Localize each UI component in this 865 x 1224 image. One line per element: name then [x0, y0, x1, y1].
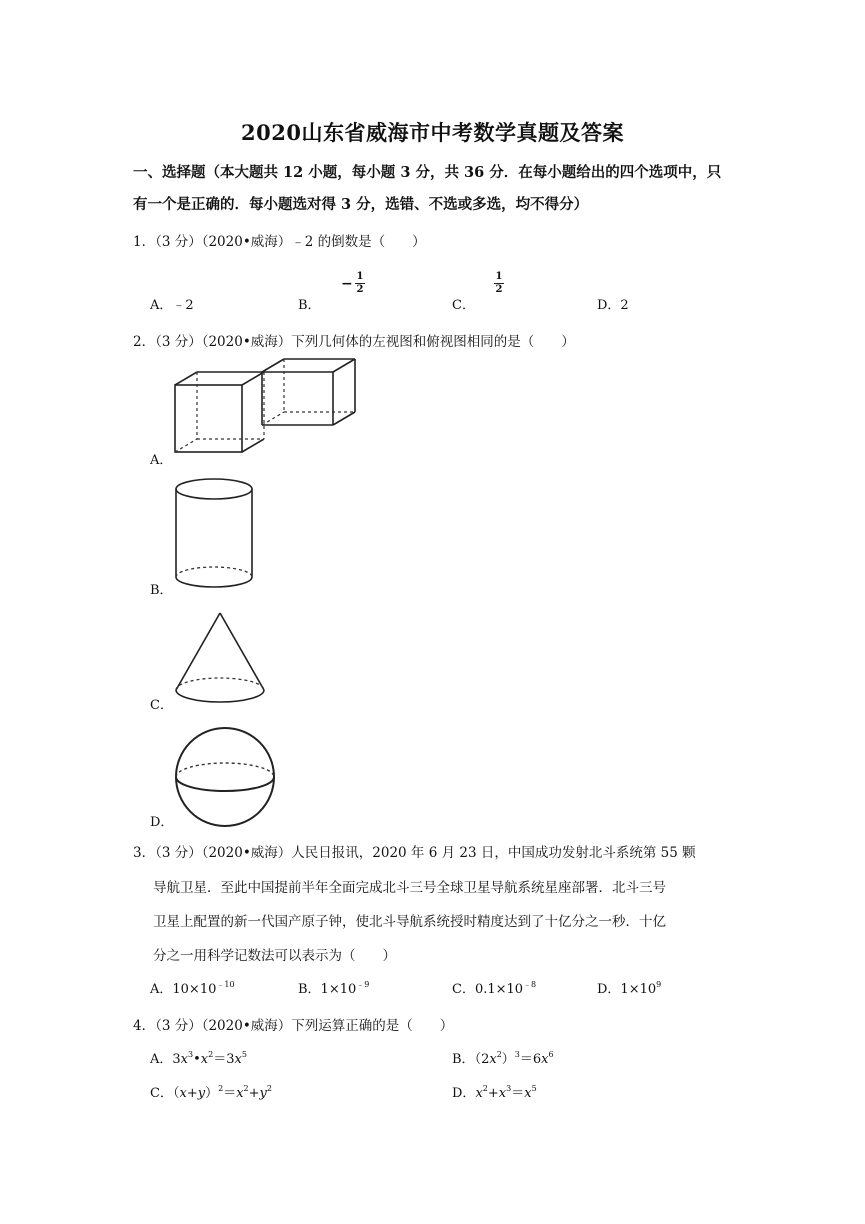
q4-stem: 4．（3 分）（2020•威海）下列运算正确的是（ ） [133, 1018, 454, 1034]
math-text: ＝ [511, 1086, 525, 1101]
math-exponent: 2 [496, 1050, 502, 1059]
math-variable: x [180, 1052, 189, 1067]
section-heading-line-2: 有一个是正确的．每小题选对得 3 分，选错、不选或多选，均不得分） [133, 196, 589, 213]
math-text: （2 [474, 1052, 490, 1067]
q2-option-a-figure-two-cubes [170, 358, 360, 458]
math-exponent: 2 [482, 1084, 488, 1093]
q1-option-c: C． [452, 298, 475, 313]
q3-stem-line-3: 卫星上配置的新一代国产原子钟，使北斗导航系统授时精度达到了十亿分之一秒．十亿 [153, 914, 666, 930]
q3-option-c-exponent: ﹣8 [523, 980, 537, 989]
math-exponent: 3 [506, 1084, 512, 1093]
math-variable: x [236, 1086, 244, 1101]
q4-option-c-label: C． [150, 1086, 173, 1101]
q4-option-c [150, 1082, 272, 1101]
q4-option-a-label: A． [150, 1052, 173, 1067]
q3-option-d-base: D．1×10 [597, 982, 657, 997]
math-text: ） [205, 1086, 219, 1101]
math-variable: x [541, 1052, 549, 1067]
math-text: • [193, 1052, 201, 1067]
q2-stem: 2．（3 分）（2020•威海）下列几何体的左视图和俯视图相同的是（ ） [133, 334, 575, 350]
q4-option-b [452, 1048, 554, 1067]
math-variable: x [234, 1052, 242, 1067]
math-variable: y [197, 1086, 206, 1101]
q2-option-a: A． [150, 453, 173, 468]
q1-option-c-fraction [494, 272, 504, 295]
math-text: ＝6 [519, 1052, 542, 1067]
math-variable: x [179, 1086, 187, 1101]
q1-option-b-minus-sign: − [341, 276, 353, 292]
q1-option-c-numerator: 1 [495, 271, 503, 282]
q4-option-d [452, 1082, 537, 1101]
q1-option-b-denominator: 2 [356, 284, 364, 295]
math-variable: x [200, 1052, 209, 1067]
q1-option-b: B． [298, 298, 321, 313]
q2-option-d: D． [150, 815, 174, 830]
math-text: （ [172, 1086, 180, 1101]
math-text: + [248, 1086, 260, 1101]
math-text: ＝3 [213, 1052, 235, 1067]
q2-option-b-figure-cylinder [172, 476, 256, 590]
q3-stem-line-4: 分之一用科学记数法可以表示为（ ） [153, 948, 396, 964]
math-exponent: 3 [514, 1050, 520, 1059]
q4-option-d-label: D． [452, 1086, 476, 1101]
q3-option-c [452, 978, 536, 997]
q1-option-a: A．﹣2 [150, 298, 194, 313]
math-variable: x [498, 1086, 507, 1101]
q4-option-a [150, 1048, 247, 1067]
math-exponent: 2 [208, 1050, 214, 1059]
q3-option-a [150, 978, 235, 997]
q3-option-c-base: C．0.1×10 [452, 982, 524, 997]
q3-option-a-exponent: ﹣10 [216, 980, 235, 989]
math-text: + [186, 1086, 198, 1101]
math-exponent: 5 [241, 1050, 247, 1059]
math-exponent: 6 [548, 1050, 554, 1059]
q3-stem-line-2: 导航卫星．至此中国提前半年全面完成北斗三号全球卫星导航系统星座部署．北斗三号 [153, 880, 666, 896]
q3-option-d-exponent: 9 [656, 980, 662, 989]
math-exponent: 2 [266, 1084, 272, 1093]
q2-option-d-figure-sphere [172, 724, 278, 830]
section-heading-line-1: 一、选择题（本大题共 12 小题，每小题 3 分，共 36 分．在每小题给出的四个选项中，只 [133, 164, 722, 181]
q1-option-b-numerator: 1 [356, 271, 364, 282]
q1-option-d: D．2 [597, 298, 629, 313]
math-exponent: 3 [188, 1050, 194, 1059]
q3-option-b-exponent: ﹣9 [356, 980, 370, 989]
q3-stem-line-1: 3．（3 分）（2020•威海）人民日报讯，2020 年 6 月 23 日，中国成功发射北斗系统第 55 颗 [133, 845, 696, 861]
math-text: + [487, 1086, 499, 1101]
q1-option-b-fraction [355, 272, 365, 295]
q2-option-b: B． [150, 583, 173, 598]
math-text: ） [501, 1052, 515, 1067]
math-exponent: 2 [243, 1084, 249, 1093]
q3-option-a-base: A．10×10 [150, 982, 217, 997]
math-exponent: 2 [218, 1084, 224, 1093]
q1-stem: 1．（3 分）（2020•威海）﹣2 的倒数是（ ） [133, 234, 426, 250]
math-text: 3 [172, 1052, 181, 1067]
q2-option-c-figure-cone [172, 610, 268, 708]
q3-option-b-base: B．1×10 [298, 982, 357, 997]
q3-option-b [298, 978, 369, 997]
math-variable: x [524, 1086, 532, 1101]
q3-option-d [597, 978, 661, 997]
q4-option-b-label: B． [452, 1052, 475, 1067]
math-variable: x [475, 1086, 483, 1101]
page-title: 2020山东省威海市中考数学真题及答案 [241, 120, 624, 145]
math-text: ＝ [223, 1086, 237, 1101]
math-variable: x [489, 1052, 497, 1067]
q2-option-c: C． [150, 698, 173, 713]
math-variable: y [259, 1086, 267, 1101]
q1-option-c-denominator: 2 [495, 284, 503, 295]
math-exponent: 5 [531, 1084, 537, 1093]
